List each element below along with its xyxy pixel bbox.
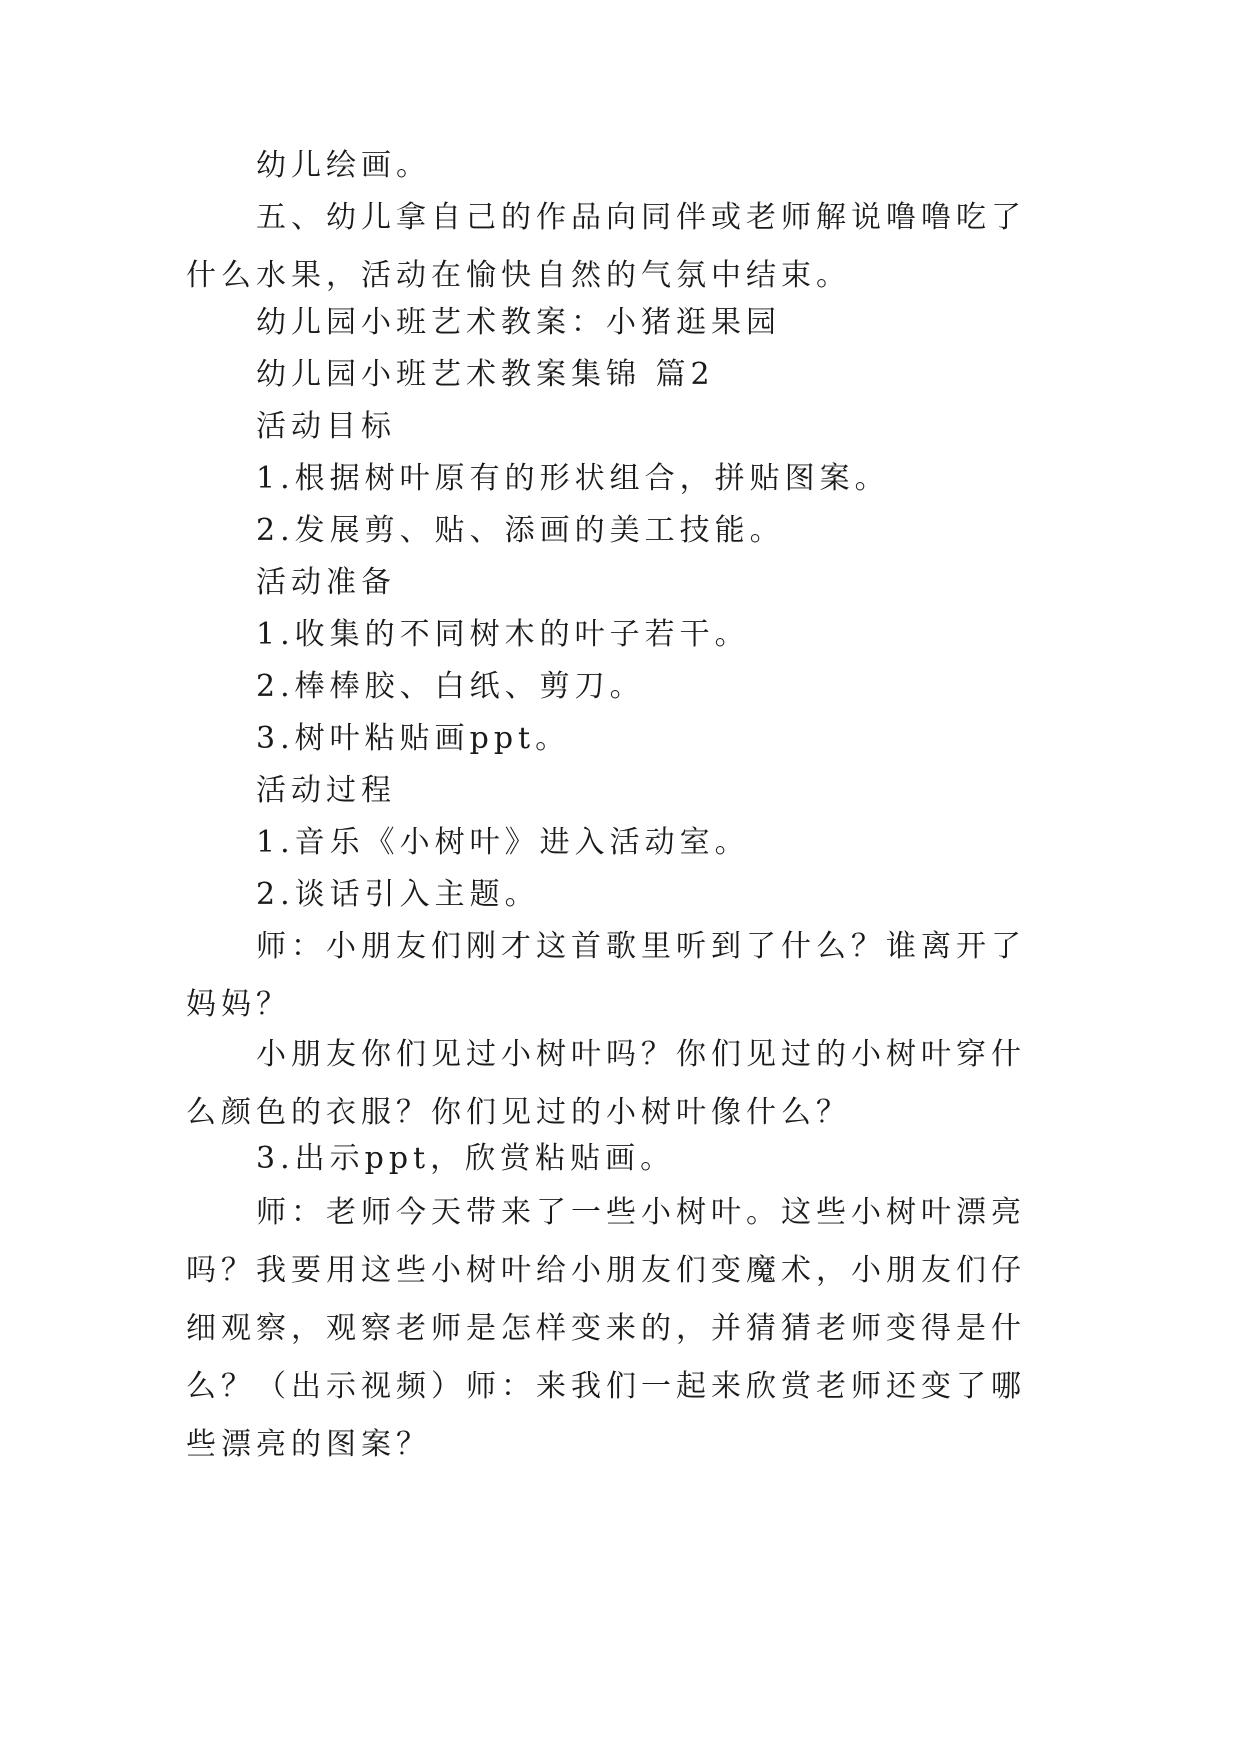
paragraph: 五、幼儿拿自己的作品向同伴或老师解说噜噜吃了什么水果，活动在愉快自然的气氛中结束。 xyxy=(186,200,1026,293)
paragraph: 师：小朋友们刚才这首歌里听到了什么？谁离开了妈妈？ xyxy=(186,929,1026,1022)
section-heading: 活动目标 xyxy=(256,409,396,444)
section-heading: 活动准备 xyxy=(256,565,396,600)
paragraph: 师：老师今天带来了一些小树叶。这些小树叶漂亮吗？我要用这些小树叶给小朋友们变魔术，小朋友们仔细观察，观察老师是怎样变来的，并猜猜老师变得是什么？（出示视频）师：来我们一起来欣赏老师还变了哪些漂亮的图案？ xyxy=(186,1195,1026,1462)
list-item: 1.收集的不同树木的叶子若干。 xyxy=(256,617,750,652)
paragraph: 幼儿绘画。 xyxy=(256,148,431,183)
list-item: 1.音乐《小树叶》进入活动室。 xyxy=(256,825,750,860)
list-item: 3.树叶粘贴画ppt。 xyxy=(256,721,571,756)
list-item: 2.棒棒胶、白纸、剪刀。 xyxy=(256,669,645,704)
list-item: 1.根据树叶原有的形状组合，拼贴图案。 xyxy=(256,461,890,496)
list-item: 3.出示ppt，欣赏粘贴画。 xyxy=(256,1141,676,1176)
list-item: 2.发展剪、贴、添画的美工技能。 xyxy=(256,513,785,548)
list-item: 2.谈话引入主题。 xyxy=(256,877,540,912)
paragraph: 幼儿园小班艺术教案：小猪逛果园 xyxy=(256,305,781,340)
section-heading: 幼儿园小班艺术教案集锦 篇2 xyxy=(256,357,715,392)
paragraph: 小朋友你们见过小树叶吗？你们见过的小树叶穿什么颜色的衣服？你们见过的小树叶像什么？ xyxy=(186,1037,1026,1130)
section-heading: 活动过程 xyxy=(256,773,396,808)
